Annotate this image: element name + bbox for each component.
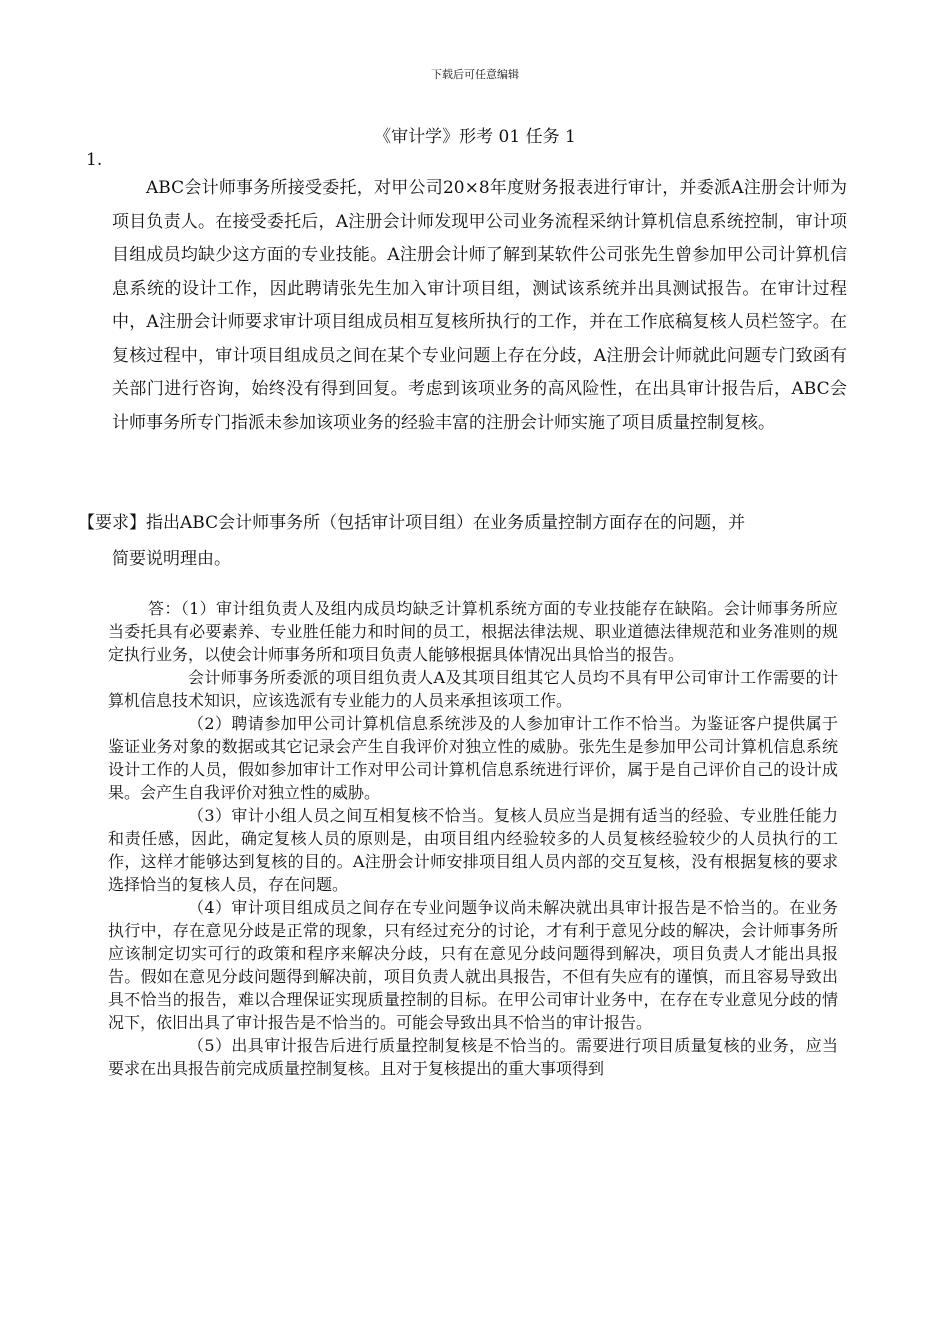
answer-paragraph-6: （5）出具审计报告后进行质量控制复核是不恰当的。需要进行项目质量复核的业务，应当要求在出具报告前完成质量控制复核。且对于复核提出的重大事项得到 <box>108 1036 838 1078</box>
question-text: ABC会计师事务所接受委托，对甲公司20×8年度财务报表进行审计，并委派A注册会计师为项目负责人。在接受委托后，A注册会计师发现甲公司业务流程采纳计算机信息系统控制，审计项目组成员均缺少这方面的专业技能。A注册会计师了解到某软件公司张先生曾参加甲公司计算机信息系统的设计工作，因此聘请张先生加入审计项目组，测试该系统并出具测试报告。在审计过程中，A注册会计师要求审计项目组成员相互复核所执行的工作，并在工作底稿复核人员栏签字。在复核过程中，审计项目组成员之间在某个专业问题上存在分歧，A注册会计师就此问题专门致函有关部门进行咨询，始终没有得到回复。考虑到该项业务的高风险性，在出具审计报告后，ABC会计师事务所专门指派未参加该项业务的经验丰富的注册会计师实施了项目质量控制复核。 <box>112 178 847 433</box>
document-title: 《审计学》形考 01 任务 1 <box>374 127 576 147</box>
requirement-line-1: 指出ABC会计师事务所（包括审计项目组）在业务质量控制方面存在的问题，并 <box>146 513 746 533</box>
requirement <box>78 505 838 577</box>
answer-paragraph-2: 会计师事务所委派的项目组负责人A及其项目组其它人员均不具有甲公司审计工作需要的计算机信息技术知识，应该选派有专业能力的人员来承担该项工作。 <box>108 668 838 710</box>
answer-paragraph-4: （3）审计小组人员之间互相复核不恰当。复核人员应当是拥有适当的经验、专业胜任能力和责任感，因此，确定复核人员的原则是，由项目组内经验较多的人员复核经验较少的人员执行的工作，这样才能够达到复核的目的。A注册会计师安排项目组人员内部的交互复核，没有根据复核的要求选择恰当的复核人员，存在问题。 <box>108 806 838 894</box>
header-note: 下载后可任意编辑 <box>431 68 519 81</box>
answer-block <box>108 597 838 1080</box>
requirement-line-2: 简要说明理由。 <box>112 549 231 569</box>
requirement-label: 【要求】 <box>78 513 146 533</box>
answer-paragraph-5: （4）审计项目组成员之间存在专业问题争议尚未解决就出具审计报告是不恰当的。在业务执行中，存在意见分歧是正常的现象，只有经过充分的讨论，才有利于意见分歧的解决，会计师事务所应该制定切实可行的政策和程序来解决分歧，只有在意见分歧问题得到解决，项目负责人才能出具报告。假如在意见分歧问题得到解决前，项目负责人就出具报告，不但有失应有的谨慎，而且容易导致出具不恰当的报告，难以合理保证实现质量控制的目标。在甲公司审计业务中，在存在专业意见分歧的情况下，依旧出具了审计报告是不恰当的。可能会导致出具不恰当的审计报告。 <box>108 898 838 1032</box>
question-number: 1. <box>86 150 103 170</box>
answer-paragraph-3: （2）聘请参加甲公司计算机信息系统涉及的人参加审计工作不恰当。为鉴证客户提供属于鉴证业务对象的数据或其它记录会产生自我评价对独立性的威胁。张先生是参加甲公司计算机信息系统设计工作的人员，假如参加审计工作对甲公司计算机信息系统进行评价，属于是自己评价自己的设计成果。会产生自我评价对独立性的威胁。 <box>108 714 838 802</box>
answer-paragraph-1: 答：（1）审计组负责人及组内成员均缺乏计算机系统方面的专业技能存在缺陷。会计师事务所应当委托具有必要素养、专业胜任能力和时间的员工，根据法律法规、职业道德法律规范和业务准则的规定执行业务，以使会计师事务所和项目负责人能够根据具体情况出具恰当的报告。 <box>108 599 838 664</box>
